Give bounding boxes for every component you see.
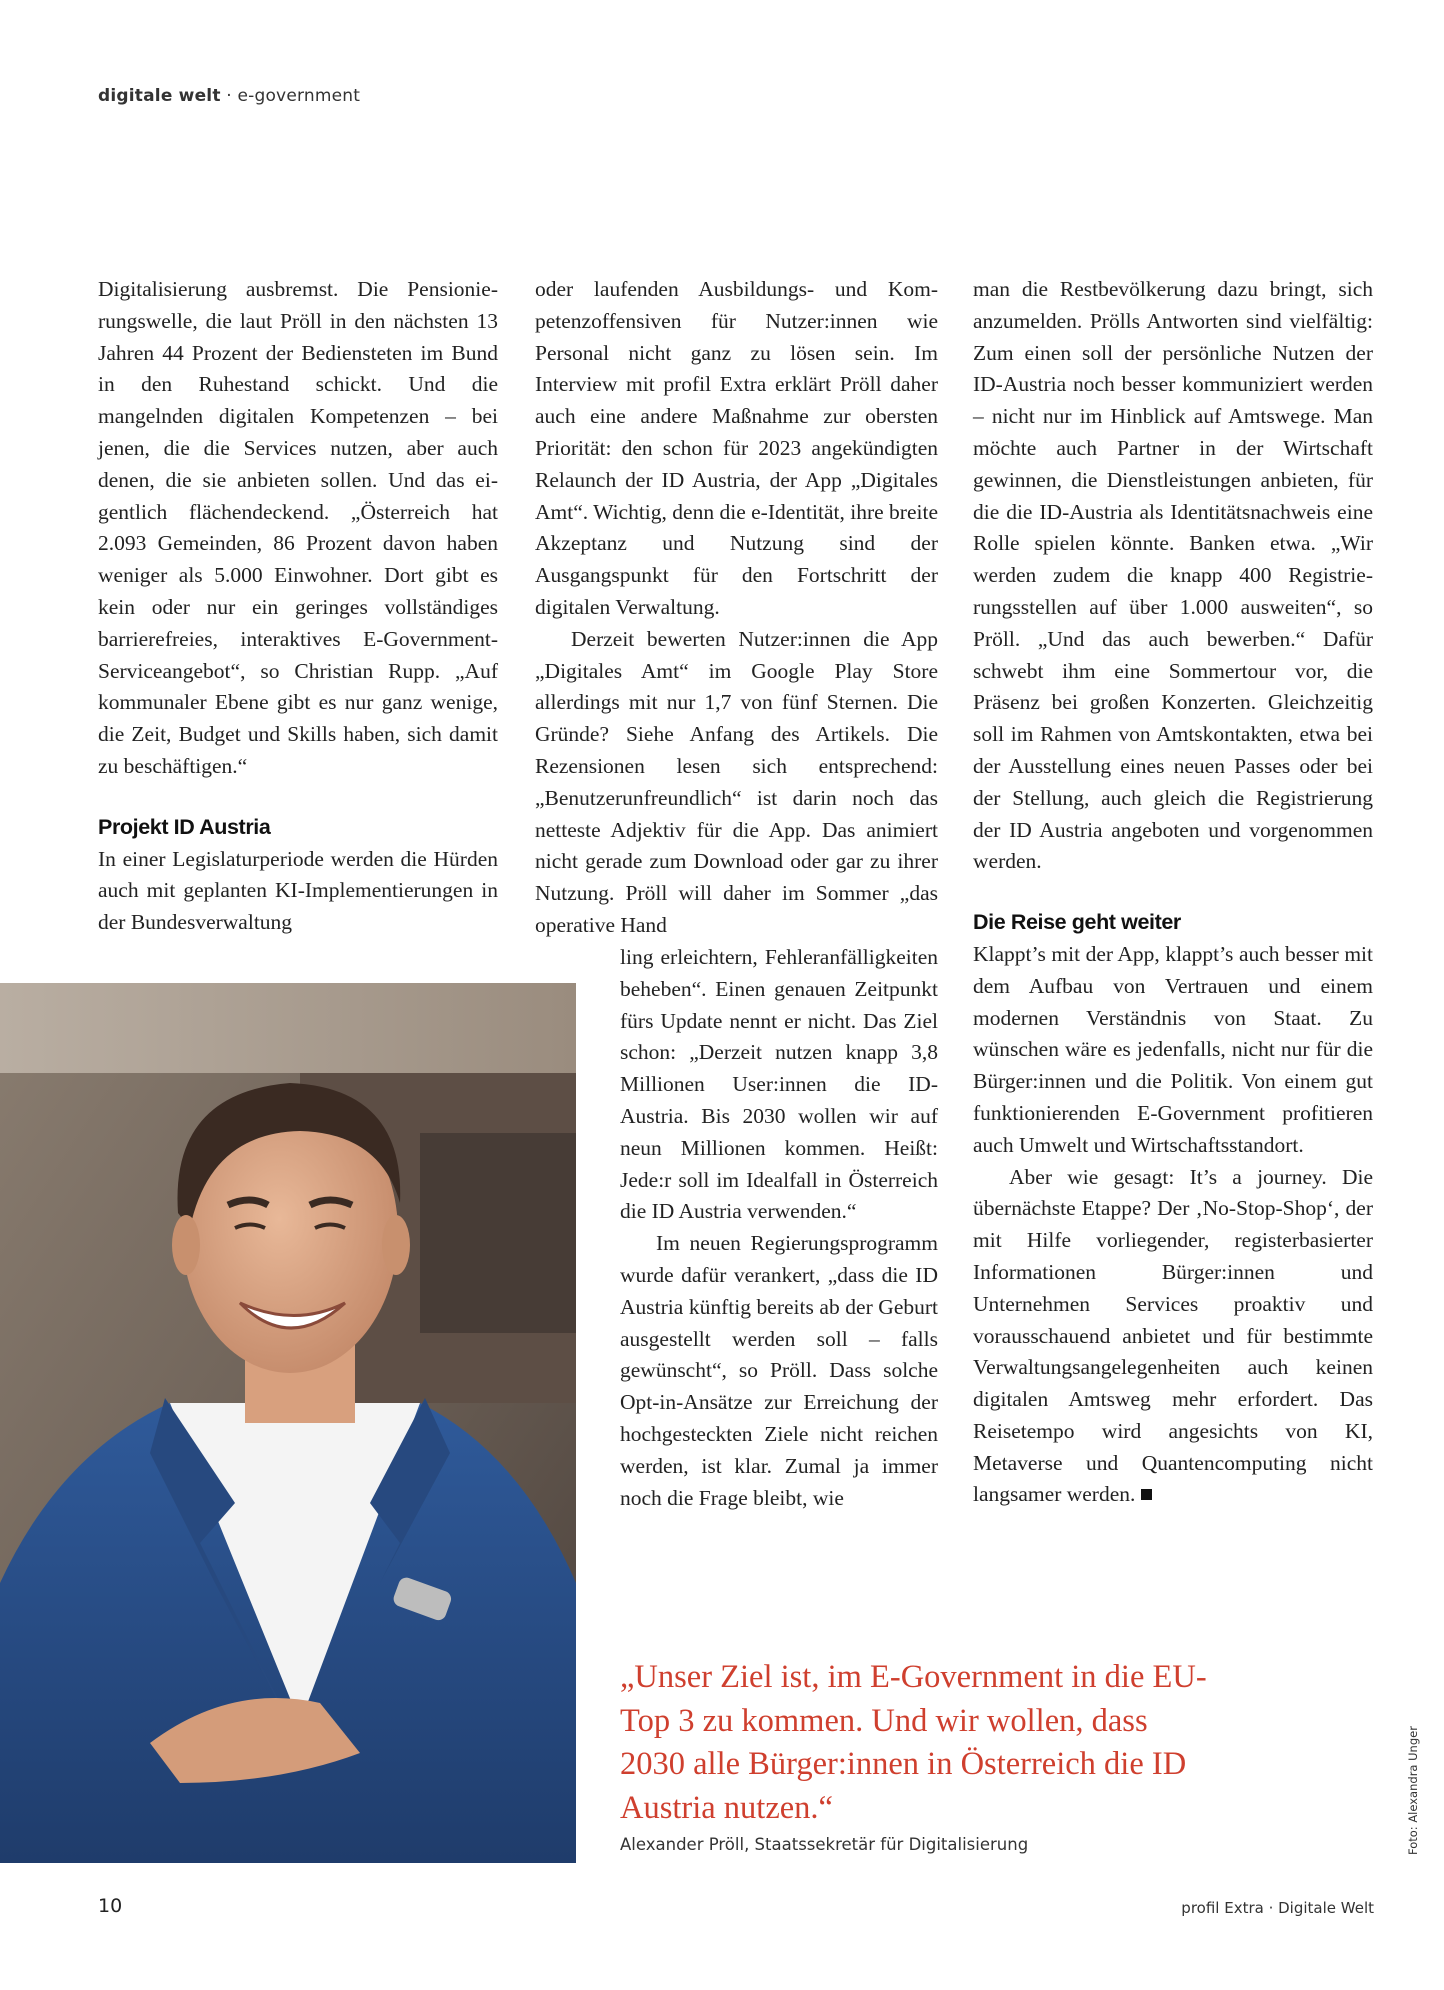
header-separator: · (220, 86, 238, 106)
paragraph (973, 1162, 1373, 1512)
running-footer: profil Extra · Digitale Welt (1181, 1899, 1374, 1917)
paragraph: man die Restbevölkerung dazu bringt, sich anzumelden. Prölls Antworten sind vielfältig: Zum einen soll der persönliche Nutzen der ID-Austria noch besser kommuniziert werden – nicht nur im Hinblick auf Amtswege. Man möchte auch Partner in der Wirtschaft gewinnen, die Dienstleistungen anbieten, für die die ID-Austria als Identitätsnachweis eine Rolle spielen könnte. Banken etwa. „Wir werden zudem die knapp 400 Registrierungsstellen auf über 1.000 ausweiten“, so Pröll. „Und das auch bewerben.“ Dafür schwebt ihm eine Sommertour vor, die Präsenz bei großen Konzerten. Gleichzeitig soll im Rahmen von Amtskontakten, etwa bei der Ausstellung eines neuen Passes oder bei der Stellung, auch gleich die Registrierung der ID Austria angeboten und vorgenommen werden. (973, 277, 1373, 874)
paragraph: Digitalisierung ausbremst. Die Pensionierungswelle, die laut Pröll in den nächsten 13 Jahren 44 Prozent der Bediensteten im Bund in den Ruhestand schickt. Und die mangelnden digitalen Kompetenzen – bei jenen, die die Services nutzen, aber auch denen, die sie anbieten sollen. Und das eigentlich flächendeckend. „Österreich hat 2.093 Gemeinden, 86 Prozent davon haben weniger als 5.000 Einwohner. Dort gibt es kein oder nur ein geringes vollständiges barrierefreies, interaktives E-Government-Serviceangebot“, so Christian Rupp. „Auf kommunaler Ebene gibt es nur ganz wenige, die Zeit, Budget und Skills haben, sich damit zu beschäftigen.“ (98, 277, 498, 778)
photo-credit: Foto: Alexandra Unger (1406, 1726, 1420, 1855)
header-subsection: e-government (237, 86, 361, 106)
paragraph-text: Aber wie gesagt: It’s a journey. Die übernächste Etappe? Der ‚No-Stop-Shop‘, der mit Hilfe vorliegender, registerbasierter Informationen Bürger:innen und Unternehmen Services proaktiv und vorausschauend anbietet und für bestimmte Verwaltungsangelegenheiten auch keinen digitalen Amtsweg mehr erfordert. Das Reisetempo wird angesichts von KI, Metaverse und Quantencomputing nicht langsamer werden. (973, 1164, 1373, 1507)
pull-quote: „Unser Ziel ist, im E-Government in die EU-Top 3 zu kommen. Und wir wollen, dass 2030 alle Bürger:innen in Österreich die ID Austria nutzen.“ (620, 1659, 1207, 1826)
subheading-die-reise-geht-weiter: Die Reise geht weiter (973, 910, 1181, 935)
header-section: digitale welt (98, 86, 221, 106)
end-of-article-icon (1141, 1489, 1152, 1500)
paragraph: Klappt’s mit der App, klappt’s auch besser mit dem Aufbau von Vertrauen und einem modernen Verständnis von Staat. Zu wünschen wäre es jedenfalls, nicht nur für die Bürger:innen und die Politik. Von einem gut funktionierenden E-Government profitieren auch Umwelt und Wirtschaftsstandort. (973, 941, 1373, 1157)
paragraph: oder laufenden Ausbildungs- und Kompetenzoffensiven für Nutzer:innen wie Personal nicht ganz zu lösen sein. Im Interview mit profil Extra erklärt Pröll daher auch eine andere Maßnahme zur obersten Priorität: den schon für 2023 angekündigten Relaunch der ID Austria, der App „Digitales Amt“. Wichtig, denn die e-Identität, ihre breite Akzeptanz und Nutzung sind der Ausgangspunkt für den Fortschritt der digitalen Verwaltung. (535, 277, 938, 619)
subheading-projekt-id-austria: Projekt ID Austria (98, 814, 271, 839)
paragraph: Im neuen Regierungsprogramm wurde dafür verankert, „dass die ID Austria künftig bereits ab der Geburt ausgestellt werden soll – falls gewünscht“, so Pröll. Dass solche Opt-in-Ansätze zur Erreichung der hochgesteckten Ziele nicht reichen werden, ist klar. Zumal ja immer noch die Frage bleibt, wie (620, 1231, 938, 1510)
article-column-2-continued (620, 942, 938, 1514)
article-column-3 (973, 274, 1373, 1511)
portrait-photo (0, 983, 576, 1863)
paragraph: ling erleichtern, Fehleranfälligkeiten beheben“. Einen genauen Zeitpunkt fürs Update nennt er nicht. Das Ziel schon: „Derzeit nutzen knapp 3,8 Millionen User:innen die ID-Austria. Bis 2030 wollen wir auf neun Millionen kommen. Heißt: Jede:r soll im Idealfall in Österreich die ID Austria verwenden.“ (620, 945, 938, 1224)
quote-attribution: Alexander Pröll, Staatssekretär für Digitalisierung (620, 1835, 1029, 1854)
article-column-1 (98, 274, 498, 939)
paragraph: Derzeit bewerten Nutzer:innen die App „Digitales Amt“ im Google Play Store allerdings mit nur 1,7 von fünf Sternen. Die Gründe? Siehe Anfang des Artikels. Die Rezensionen lesen sich entsprechend: „Benutzerunfreundlich“ ist darin noch das netteste Adjektiv für die App. Das animiert nicht gerade zum Download oder gar zu ihrer Nutzung. Pröll will daher im Sommer „das operative Hand (535, 626, 938, 937)
article-column-2 (535, 274, 938, 942)
page-number: 10 (98, 1895, 123, 1917)
paragraph: In einer Legislaturperiode werden die Hürden auch mit geplanten KI-Implementierungen in der Bundesverwaltung (98, 846, 498, 935)
running-header (98, 86, 360, 106)
